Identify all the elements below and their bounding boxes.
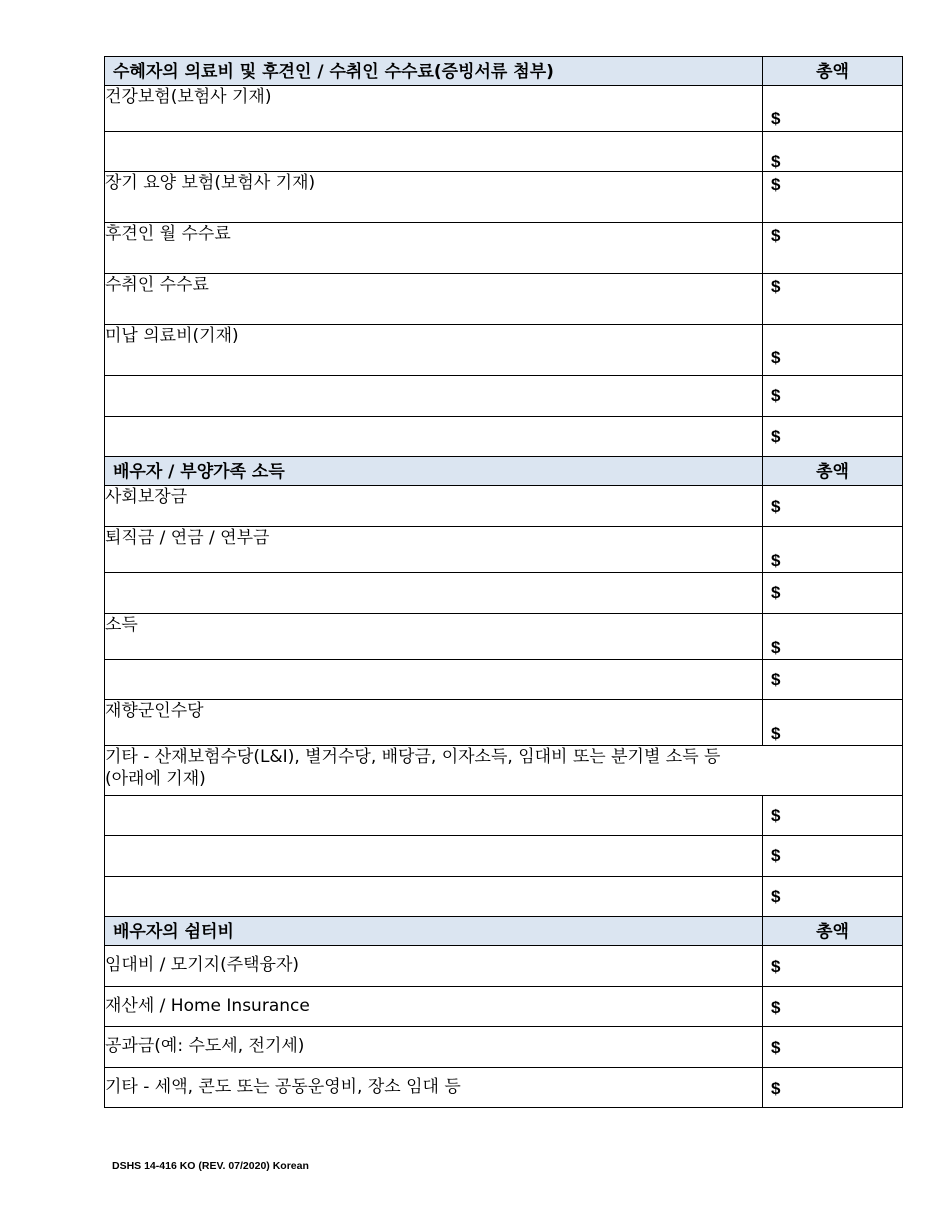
- row-label: 미납 의료비(기재): [105, 325, 763, 376]
- table-row: [105, 614, 903, 660]
- amount-field[interactable]: [763, 417, 903, 457]
- dollar-sign: $: [771, 998, 781, 1017]
- amount-field[interactable]: [763, 223, 903, 274]
- row-label: 사회보장금: [105, 486, 763, 527]
- dollar-sign: $: [771, 427, 781, 446]
- amount-field[interactable]: [763, 836, 903, 877]
- amount-field[interactable]: [763, 527, 903, 573]
- row-label: 장기 요양 보험(보험사 기재): [105, 172, 763, 223]
- row-label[interactable]: [105, 417, 763, 457]
- amount-field[interactable]: [763, 987, 903, 1027]
- section-header-income: [105, 457, 903, 486]
- dollar-sign: $: [771, 670, 781, 689]
- amount-field[interactable]: [763, 614, 903, 660]
- dollar-sign: $: [771, 551, 781, 570]
- table-row: [105, 172, 903, 223]
- other-income-row: [105, 746, 903, 796]
- table-row: [105, 486, 903, 527]
- dollar-sign: $: [771, 1079, 781, 1098]
- form-footer-id: DSHS 14-416 KO (REV. 07/2020) Korean: [112, 1160, 309, 1172]
- amount-field[interactable]: [763, 86, 903, 132]
- dollar-sign: $: [771, 638, 781, 657]
- dollar-sign: $: [771, 497, 781, 516]
- table-row: [105, 700, 903, 746]
- dollar-sign: $: [771, 277, 781, 296]
- dollar-sign: $: [771, 887, 781, 906]
- row-label: 재산세 / Home Insurance: [105, 987, 763, 1027]
- section-title: 배우자의 쉼터비: [105, 917, 763, 946]
- dollar-sign: $: [771, 152, 781, 171]
- row-label: 공과금(예: 수도세, 전기세): [105, 1027, 763, 1068]
- section-header-medical: [105, 57, 903, 86]
- row-label: 소득: [105, 614, 763, 660]
- table-row: [105, 527, 903, 573]
- row-label[interactable]: [105, 132, 763, 172]
- row-label[interactable]: [105, 376, 763, 417]
- dollar-sign: $: [771, 109, 781, 128]
- amount-field[interactable]: [763, 573, 903, 614]
- table-row: [105, 417, 903, 457]
- dollar-sign: $: [771, 1038, 781, 1057]
- row-label: 임대비 / 모기지(주택융자): [105, 946, 763, 987]
- row-label[interactable]: [105, 573, 763, 614]
- row-label: 후견인 월 수수료: [105, 223, 763, 274]
- amount-field[interactable]: [763, 946, 903, 987]
- total-column-header: 총액: [763, 917, 903, 946]
- other-income-line-1: 기타 - 산재보험수당(L&I), 별거수당, 배당금, 이자소득, 임대비 또는 분기별 소득 등: [105, 747, 721, 767]
- table-row: [105, 796, 903, 836]
- dollar-sign: $: [771, 175, 781, 194]
- table-row: [105, 573, 903, 614]
- amount-field[interactable]: [763, 132, 903, 172]
- total-column-header: 총액: [763, 457, 903, 486]
- dollar-sign: $: [771, 348, 781, 367]
- amount-field[interactable]: [763, 700, 903, 746]
- table-row: [105, 132, 903, 172]
- dollar-sign: $: [771, 583, 781, 602]
- amount-field[interactable]: [763, 796, 903, 836]
- total-column-header: 총액: [763, 57, 903, 86]
- table-row: [105, 660, 903, 700]
- amount-field[interactable]: [763, 1027, 903, 1068]
- table-row: [105, 1027, 903, 1068]
- amount-field[interactable]: [763, 1068, 903, 1108]
- table-row: [105, 274, 903, 325]
- row-label[interactable]: [105, 796, 763, 836]
- table-row: [105, 877, 903, 917]
- row-label: 건강보험(보험사 기재): [105, 86, 763, 132]
- table-row: [105, 223, 903, 274]
- table-row: [105, 946, 903, 987]
- expense-income-form-table: [104, 56, 903, 1108]
- section-title: 수혜자의 의료비 및 후견인 / 수취인 수수료(증빙서류 첨부): [105, 57, 763, 86]
- table-row: [105, 836, 903, 877]
- dollar-sign: $: [771, 386, 781, 405]
- other-income-line-2: (아래에 기재): [105, 769, 206, 789]
- amount-field[interactable]: [763, 877, 903, 917]
- dollar-sign: $: [771, 957, 781, 976]
- other-income-note: [105, 746, 903, 796]
- section-title: 배우자 / 부양가족 소득: [105, 457, 763, 486]
- dollar-sign: $: [771, 724, 781, 743]
- table-row: [105, 86, 903, 132]
- table-row: [105, 325, 903, 376]
- amount-field[interactable]: [763, 486, 903, 527]
- table-row: [105, 987, 903, 1027]
- amount-field[interactable]: [763, 325, 903, 376]
- row-label: 기타 - 세액, 콘도 또는 공동운영비, 장소 임대 등: [105, 1068, 763, 1108]
- amount-field[interactable]: [763, 376, 903, 417]
- section-header-shelter: [105, 917, 903, 946]
- row-label: 재향군인수당: [105, 700, 763, 746]
- table-row: [105, 1068, 903, 1108]
- amount-field[interactable]: [763, 660, 903, 700]
- row-label[interactable]: [105, 836, 763, 877]
- row-label: 수취인 수수료: [105, 274, 763, 325]
- dollar-sign: $: [771, 806, 781, 825]
- table-row: [105, 376, 903, 417]
- amount-field[interactable]: [763, 274, 903, 325]
- amount-field[interactable]: [763, 172, 903, 223]
- row-label[interactable]: [105, 660, 763, 700]
- dollar-sign: $: [771, 846, 781, 865]
- row-label: 퇴직금 / 연금 / 연부금: [105, 527, 763, 573]
- dollar-sign: $: [771, 226, 781, 245]
- row-label[interactable]: [105, 877, 763, 917]
